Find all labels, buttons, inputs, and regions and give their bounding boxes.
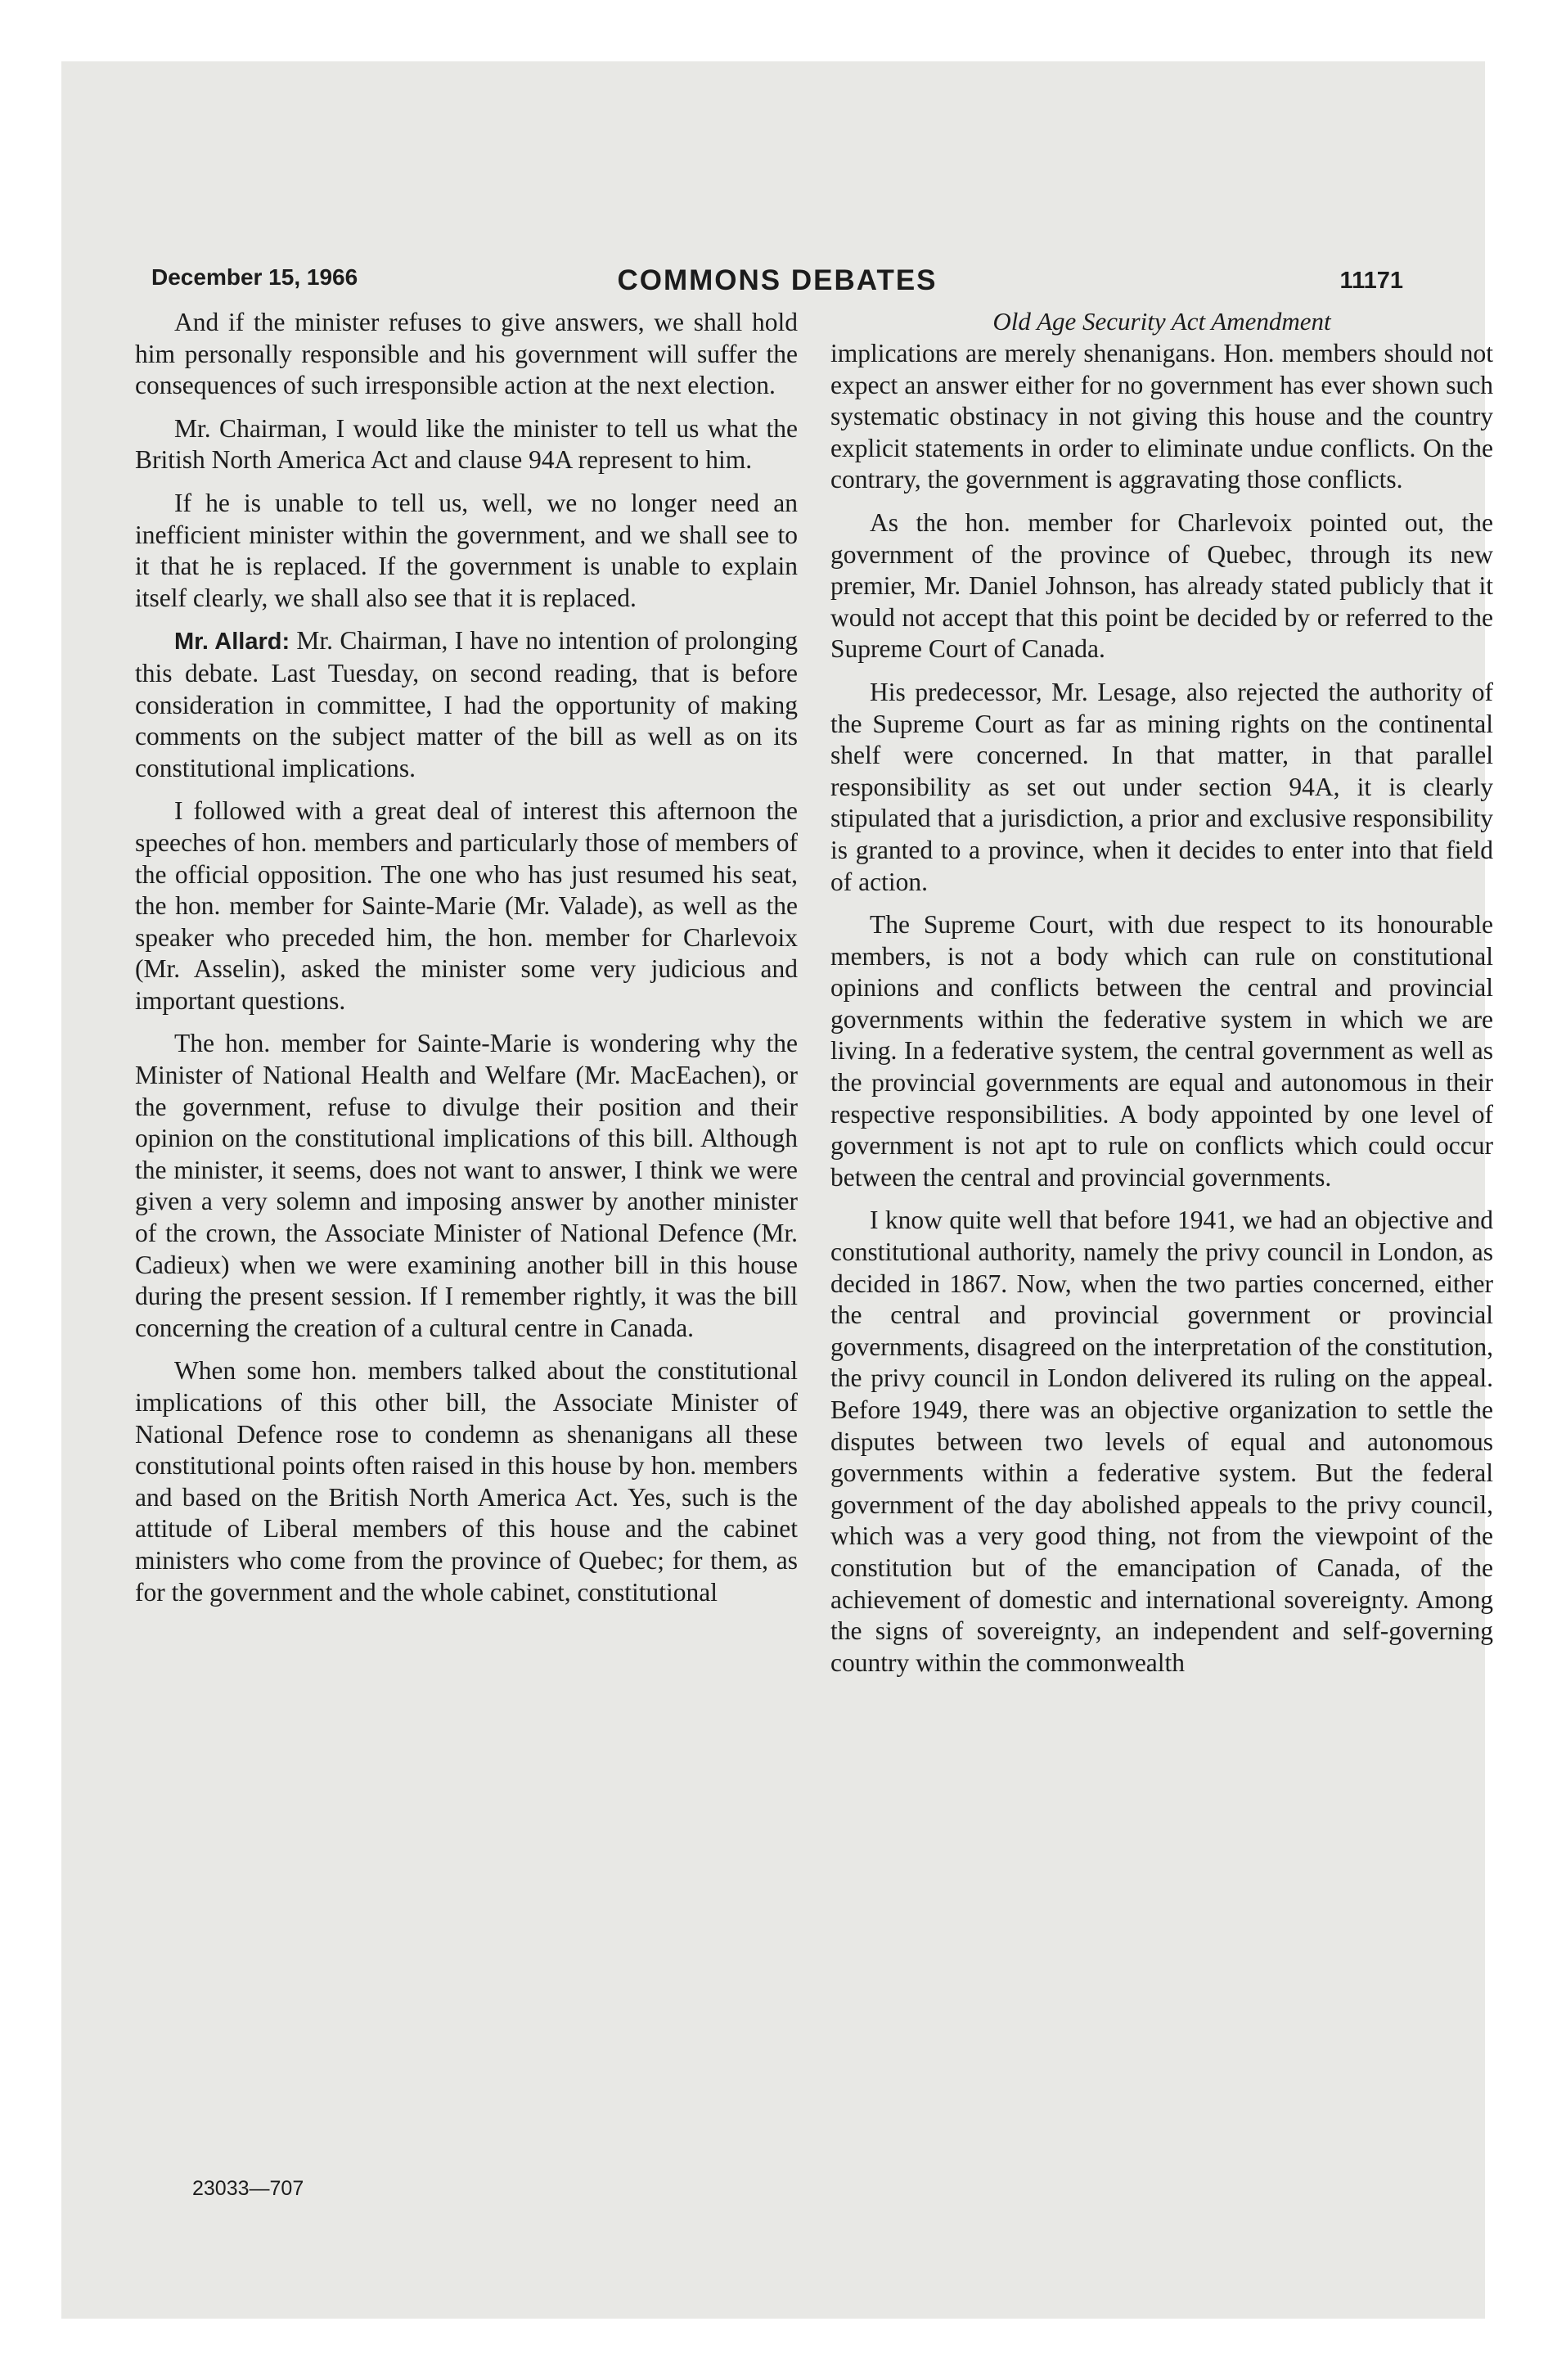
footer-code: 23033—707: [192, 2177, 304, 2200]
left-column: [135, 307, 798, 1620]
speaker-name: Mr. Allard:: [174, 629, 290, 656]
paragraph: I followed with a great deal of interest this afternoon the speeches of hon. members and particularly those of members of the official opposition. The one who has just resumed his seat, the hon. member for Sainte-Marie (Mr. Valade), as well as the speaker who preceded him, the hon. member for Charlevoix (Mr. Asselin), asked the minister some very judicious and important questions.: [135, 796, 798, 1015]
right-column: [830, 307, 1493, 1690]
speaker-paragraph: [135, 625, 798, 784]
paragraph: The Supreme Court, with due respect to its honourable members, is not a body which can rule on constitutional opinions and conflicts between the central and provincial governments within the federative system in which we are living. In a federative system, the central government as well as the provincial governments are equal and autonomous in their respective responsibilities. A body appointed by one level of government is not apt to rule on conflicts which could occur between the central and provincial governments.: [830, 910, 1493, 1192]
paragraph: His predecessor, Mr. Lesage, also rejected the authority of the Supreme Court as far as mining rights on the continental shelf were concerned. In that matter, in that parallel responsibility as set out under section 94A, it is clearly stipulated that a jurisdiction, a prior and exclusive responsibility is granted to a province, when it decides to enter into that field of action.: [830, 677, 1493, 896]
paragraph: As the hon. member for Charlevoix pointed out, the government of the province of Quebec, through its new premier, Mr. Daniel Johnson, has already stated publicly that it would not accept that this point be decided by or referred to the Supreme Court of Canada.: [830, 507, 1493, 664]
section-subtitle: Old Age Security Act Amendment: [992, 307, 1331, 336]
header-title: COMMONS DEBATES: [617, 264, 938, 296]
header-date: December 15, 1966: [151, 264, 358, 290]
paragraph: The hon. member for Sainte-Marie is wondering why the Minister of National Health and Welfare (Mr. MacEachen), or the government, refuse to divulge their position and their opinion on the constitutional implications of this bill. Although the minister, it seems, does not want to answer, I think we were given a very solemn and imposing answer by another minister of the crown, the Associate Minister of National Defence (Mr. Cadieux) when we were examining another bill in this house during the present session. If I remember rightly, it was the bill concerning the creation of a cultural centre in Canada.: [135, 1029, 798, 1342]
paragraph: If he is unable to tell us, well, we no longer need an inefficient minister within the government, and we shall see to it that he is replaced. If the government is unable to explain itself clearly, we shall also see that it is replaced.: [135, 488, 798, 612]
page-sheet: [61, 61, 1493, 2319]
header-page-number: 11171: [1339, 268, 1403, 294]
speaker-text: Mr. Chairman, I have no intention of prolonging this debate. Last Tuesday, on second reading, that is before consideration in committee, I had the opportunity of making comments on the subject matter of the bill as well as on its constitutional implications.: [135, 626, 798, 782]
paragraph: And if the minister refuses to give answers, we shall hold him personally responsible and his government will suffer the consequences of such irresponsible action at the next election.: [135, 308, 798, 400]
page-header: [151, 264, 1403, 305]
paragraph: Mr. Chairman, I would like the minister to tell us what the British North America Act and clause 94A represent to him.: [135, 413, 798, 475]
paragraph: When some hon. members talked about the constitutional implications of this other bill, the Associate Minister of National Defence rose to condemn as shenanigans all these constitutional points often raised in this house by hon. members and based on the British North America Act. Yes, such is the attitude of Liberal members of this house and the cabinet ministers who come from the province of Quebec; for them, as for the government and the whole cabinet, constitutional: [135, 1356, 798, 1607]
paragraph: implications are merely shenanigans. Hon. members should not expect an answer either for no government has ever shown such systematic obstinacy in not giving this house and the country explicit statements in order to eliminate undue conflicts. On the contrary, the government is aggravating those conflicts.: [830, 339, 1493, 494]
paragraph: I know quite well that before 1941, we had an objective and constitutional authority, namely the privy council in London, as decided in 1867. Now, when the two parties concerned, either the central and provincial government or provincial governments, disagreed on the interpretation of the constitution, the privy council in London delivered its ruling on the appeal. Before 1949, there was an objective organization to settle the disputes between two levels of equal and autonomous governments within a federative system. But the federal government of the day abolished appeals to the privy council, which was a very good thing, not from the viewpoint of the constitution but of the emancipation of Canada, of the achievement of domestic and international sovereignty. Among the signs of sovereignty, an independent and self-governing country within the commonwealth: [830, 1206, 1493, 1677]
